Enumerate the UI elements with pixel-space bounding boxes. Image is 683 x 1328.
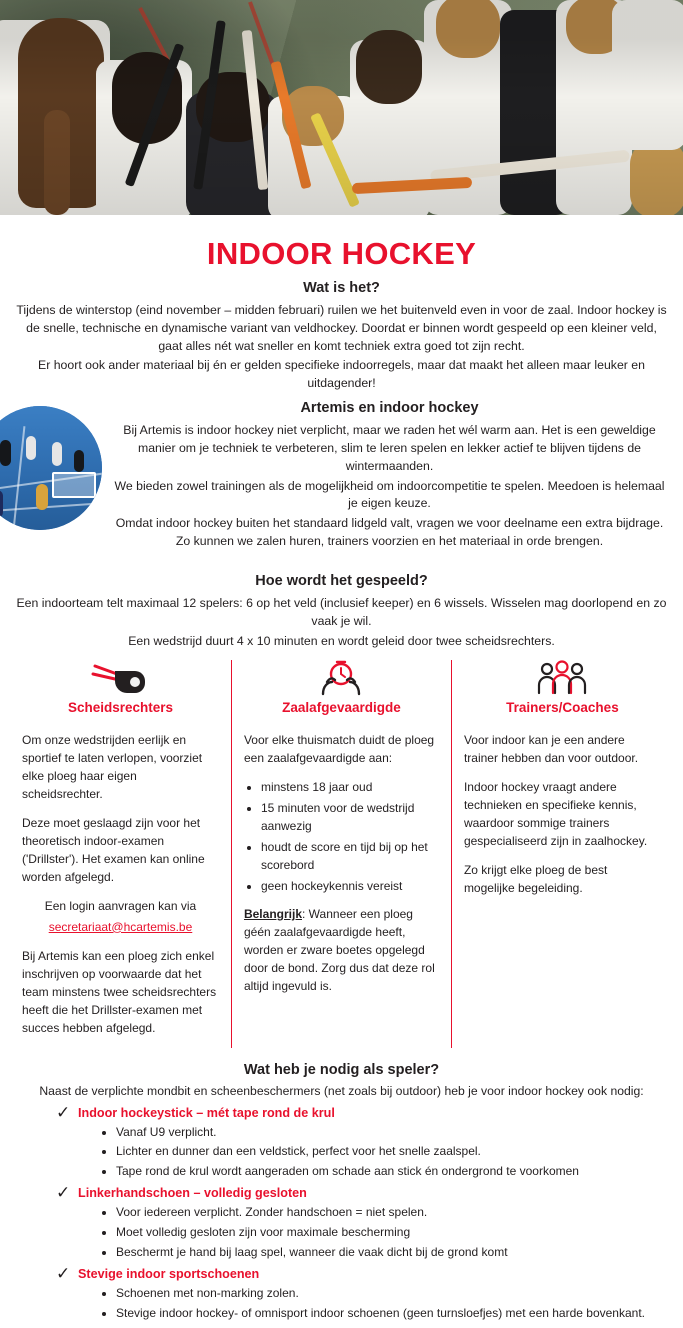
heading-equipment: Wat heb je nodig als speler? bbox=[243, 1061, 440, 1078]
paragraph: Een wedstrijd duurt 4 x 10 minuten en wordt geleid door twee scheidsrechters. bbox=[128, 633, 555, 648]
player-figure bbox=[0, 490, 3, 518]
what-is-it-body bbox=[0, 302, 683, 393]
secretariat-email-link[interactable]: secretariaat@hcartemis.be bbox=[48, 919, 193, 934]
paragraph: Om onze wedstrijden eerlijk en sportief te laten verlopen, voorziet elke ploeg haar eigen scheidsrechter. bbox=[22, 732, 203, 801]
paragraph: Indoor hockey vraagt andere technieken en specifieke kennis, waardoor sommige trainers gespecialiseerd zijn in zaalhockey. bbox=[463, 779, 648, 848]
column-hall-delegate bbox=[231, 660, 452, 1047]
check-icon: ✓ bbox=[56, 1102, 71, 1122]
player-figure bbox=[26, 436, 36, 460]
paragraph: Tijdens de winterstop (eind november – midden februari) ruilen we het buitenveld even in voor de zaal. Indoor hockey is de snelle, technische en dynamische variant van veldhockey. Doordat er binnen wordt gespeeld op een kleiner veld, gaat alles nét wat sneller en komt techniek extra goed tot zijn recht. bbox=[16, 303, 667, 353]
photo-vignette bbox=[0, 0, 683, 215]
list-item: • houdt de score en tijd bij op het scorebord bbox=[261, 838, 439, 874]
paragraph: Voor indoor kan je een andere trainer hebben dan voor outdoor. bbox=[463, 732, 639, 765]
paragraph: Voor elke thuismatch duidt de ploeg een zaalafgevaardigde aan: bbox=[243, 732, 435, 765]
paragraph: Deze moet geslaagd zijn voor het theoretisch indoor-examen ('Drillster'). Het examen kan online worden afgelegd. bbox=[22, 815, 205, 884]
coaches-group-icon bbox=[464, 660, 661, 696]
paragraph: Bij Artemis is indoor hockey niet verplicht, maar we raden het wél warm aan. Het is een geweldige manier om je techniek te verbeteren, slim te leren spelen en lekker actief te blijven tijdens de wintermaanden. bbox=[123, 423, 656, 473]
goal-net bbox=[52, 472, 96, 498]
column-title-hall-delegate: Zaalafgevaardigde bbox=[282, 700, 401, 716]
equipment-item bbox=[0, 1264, 683, 1322]
indoor-court-photo bbox=[0, 406, 102, 530]
list-item: • geen hockeykennis vereist bbox=[261, 877, 439, 895]
list-item: • Lichter en dunner dan een veldstick, perfect voor het snelle zaalspel. bbox=[116, 1142, 683, 1161]
important-text: : Wanneer een ploeg géén zaalafgevaardigde heeft, worden er zware boetes opgelegd door de bond. Zorg dus dat deze rol altijd ingevuld is. bbox=[243, 906, 435, 993]
equipment-item-title bbox=[56, 1102, 683, 1122]
player-figure bbox=[0, 440, 11, 466]
list-item: • Moet volledig gesloten zijn voor maximale bescherming bbox=[116, 1223, 683, 1242]
whistle-icon bbox=[22, 660, 219, 696]
player-figure bbox=[74, 450, 84, 472]
equipment-section bbox=[0, 1062, 683, 1323]
equipment-title-text: Indoor hockeystick – mét tape rond de krul bbox=[78, 1105, 335, 1120]
important-note bbox=[244, 905, 439, 995]
equipment-item bbox=[0, 1102, 683, 1181]
heading-how-played: Hoe wordt het gespeeld? bbox=[255, 572, 428, 589]
artemis-text-block bbox=[0, 400, 683, 551]
list-item: • Beschermt je hand bij laag spel, wanneer die vaak dicht bij de grond komt bbox=[116, 1243, 683, 1262]
column-coaches bbox=[452, 660, 673, 1047]
heading-what-is-it: Wat is het? bbox=[303, 280, 380, 296]
heading-artemis-indoor: Artemis en indoor hockey bbox=[300, 400, 479, 417]
column-title-coaches: Trainers/Coaches bbox=[506, 700, 619, 716]
paragraph: Omdat indoor hockey buiten het standaard lidgeld valt, vragen we voor deelname een extra bijdrage. Zo kunnen we zalen huren, trainers voorzien en het materiaal in orde brengen. bbox=[115, 516, 664, 549]
list-item: • Tape rond de krul wordt aangeraden om schade aan stick én ondergrond te voorkomen bbox=[116, 1162, 683, 1181]
player-figure bbox=[52, 442, 62, 466]
equipment-title-text: Linkerhandschoen – volledig gesloten bbox=[78, 1186, 307, 1201]
artemis-section bbox=[0, 400, 683, 551]
column-title-referees: Scheidsrechters bbox=[67, 700, 174, 716]
hero-photo bbox=[0, 0, 683, 215]
paragraph: Zo krijgt elke ploeg de best mogelijke begeleiding. bbox=[463, 862, 608, 895]
paragraph: Een indoorteam telt maximaal 12 spelers: 6 op het veld (inclusief keeper) en 6 wissels. Wisselen mag doorlopend en zo vaak je wil. bbox=[16, 595, 667, 628]
equipment-item-title bbox=[56, 1183, 683, 1203]
equipment-item bbox=[0, 1183, 683, 1261]
paragraph: Bij Artemis kan een ploeg zich enkel inschrijven op voorwaarde dat het team minstens twee scheidsrechters heeft die het Drillster-examen met succes hebben afgelegd. bbox=[22, 948, 217, 1035]
hall-delegate-requirements bbox=[244, 778, 439, 895]
list-item: • Stevige indoor hockey- of omnisport indoor schoenen (geen turnsloefjes) met een harde bovenkant. bbox=[116, 1304, 683, 1323]
how-played-section bbox=[0, 573, 683, 650]
equipment-intro: Naast de verplichte mondbit en scheenbeschermers (net zoals bij outdoor) heb je voor indoor hockey ook nodig: bbox=[39, 1083, 644, 1098]
roles-columns bbox=[0, 660, 683, 1047]
check-icon: ✓ bbox=[56, 1183, 71, 1203]
equipment-title-text: Stevige indoor sportschoenen bbox=[78, 1267, 260, 1282]
important-label: Belangrijk bbox=[243, 906, 302, 921]
list-item: • Voor iedereen verplicht. Zonder handschoen = niet spelen. bbox=[116, 1203, 683, 1222]
player-figure bbox=[36, 484, 48, 510]
list-item: • minstens 18 jaar oud bbox=[261, 778, 439, 796]
paragraph: We bieden zowel trainingen als de mogelijkheid om indoorcompetitie te spelen. Meedoen is helemaal je eigen keuze. bbox=[114, 478, 665, 511]
column-referees bbox=[10, 660, 231, 1047]
login-label: Een login aanvragen kan via bbox=[44, 898, 197, 913]
list-item: • Vanaf U9 verplicht. bbox=[116, 1123, 683, 1142]
equipment-item-title bbox=[56, 1264, 683, 1284]
check-icon: ✓ bbox=[56, 1264, 71, 1284]
list-item: • 15 minuten voor de wedstrijd aanwezig bbox=[261, 799, 439, 835]
stopwatch-hands-icon bbox=[244, 660, 439, 696]
paragraph: Er hoort ook ander materiaal bij én er gelden specifieke indoorregels, maar dat maakt het alleen maar leuker en uitdagender! bbox=[38, 358, 645, 391]
page-title: INDOOR HOCKEY bbox=[206, 236, 477, 271]
list-item: • Schoenen met non-marking zolen. bbox=[116, 1284, 683, 1303]
